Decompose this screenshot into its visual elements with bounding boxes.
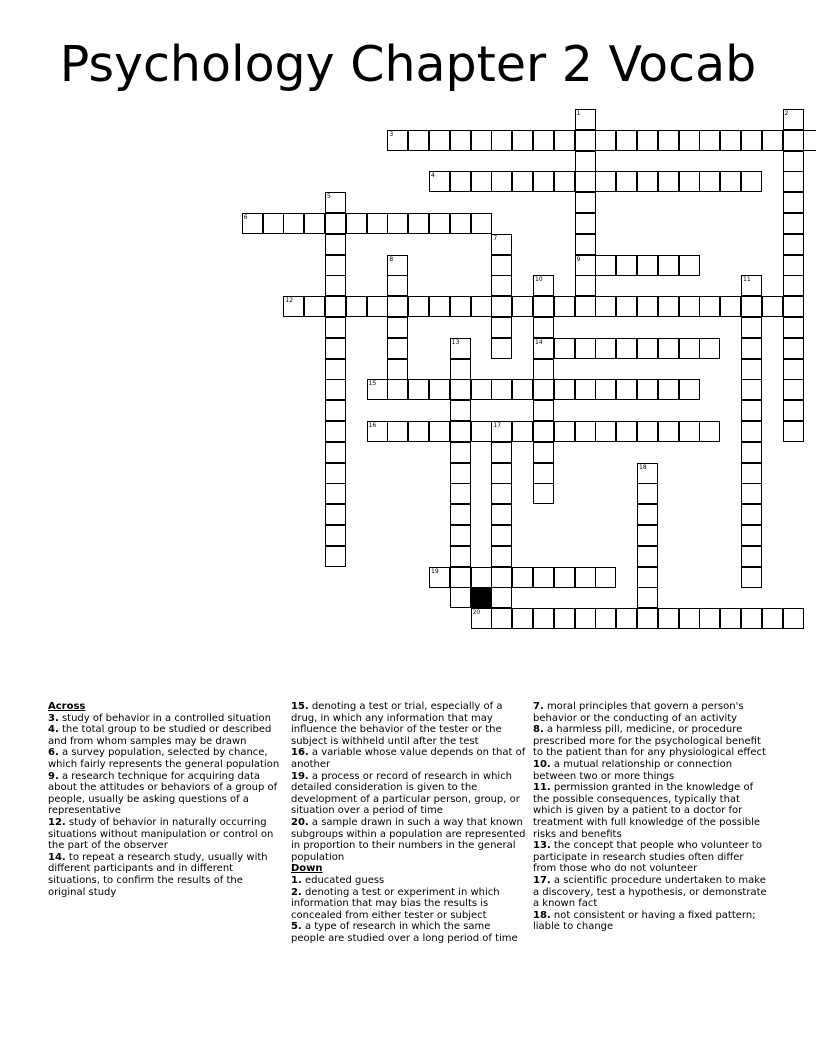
crossword-cell[interactable] <box>595 296 616 317</box>
crossword-cell[interactable] <box>533 608 554 629</box>
clue-across-9: 9. a research technique for acquiring data about the attitudes or behaviors of a group of people, usually be asking questions of a representative <box>48 770 278 817</box>
clue-down-17: 17. a scientific procedure undertaken to make a discovery, test a hypothesis, or demonstrate a known fact <box>533 874 767 910</box>
crossword-cell[interactable] <box>637 608 658 629</box>
crossword-cell[interactable] <box>783 171 804 192</box>
crossword-cell[interactable] <box>637 525 658 546</box>
crossword-cell[interactable] <box>408 379 429 400</box>
clue-number: 13 <box>451 338 460 346</box>
clue-number: 5 <box>327 193 331 201</box>
clue-number: 2 <box>784 110 789 117</box>
crossword-cell[interactable] <box>783 234 804 255</box>
clue-across-6: 6. a survey population, selected by chance, which fairly represents the general population <box>48 747 280 770</box>
crossword-cell[interactable] <box>450 587 471 608</box>
clue-down-1: 1. educated guess <box>291 874 385 886</box>
crossword-cell[interactable] <box>803 130 816 151</box>
crossword-cell[interactable] <box>741 546 762 567</box>
crossword-cell[interactable] <box>741 296 762 317</box>
crossword-cell[interactable] <box>533 296 554 317</box>
crossword-cell[interactable] <box>783 400 804 421</box>
crossword-cell[interactable] <box>429 379 450 400</box>
clue-down-5: 5. a type of research in which the same people are studied over a long period of time <box>291 921 518 944</box>
clue-number: 1 <box>576 110 581 117</box>
crossword-cell[interactable] <box>387 130 408 151</box>
crossword-cell[interactable] <box>658 296 679 317</box>
crossword-cell[interactable] <box>616 379 637 400</box>
crossword-cell[interactable] <box>325 525 346 546</box>
crossword-cell[interactable] <box>471 608 492 629</box>
crossword-cell[interactable] <box>491 338 512 359</box>
crossword-cell[interactable] <box>471 130 492 151</box>
crossword-cell[interactable] <box>575 338 596 359</box>
crossword-cell[interactable] <box>637 296 658 317</box>
crossword-cell[interactable] <box>679 379 700 400</box>
crossword-cell[interactable] <box>637 504 658 525</box>
crossword-cell[interactable] <box>325 234 346 255</box>
clue-down-13: 13. the concept that people who volunteer to participate in research studies often differ from those who do not volunteer <box>533 840 762 875</box>
crossword-cell[interactable] <box>387 275 408 296</box>
crossword-cell[interactable] <box>367 296 388 317</box>
crossword-cell[interactable] <box>658 130 679 151</box>
crossword-cell[interactable] <box>699 171 720 192</box>
page-title: Psychology Chapter 2 Vocab <box>59 36 757 93</box>
crossword-cell[interactable] <box>387 359 408 380</box>
clue-down-10: 10. a mutual relationship or connection between two or more things <box>533 758 733 782</box>
crossword-cell[interactable] <box>429 296 450 317</box>
crossword-cell[interactable] <box>471 379 492 400</box>
crossword-cell[interactable] <box>450 338 471 359</box>
clue-across-3: 3. study of behavior in a controlled situation <box>48 712 271 724</box>
crossword-cell[interactable] <box>429 171 450 192</box>
clue-down-18: 18. not consistent or having a fixed pattern; liable to change <box>533 909 756 933</box>
crossword-cell[interactable] <box>637 130 658 151</box>
crossword-cell[interactable] <box>699 296 720 317</box>
crossword-cell[interactable] <box>658 255 679 276</box>
crossword-cell[interactable] <box>408 213 429 234</box>
crossword-cell[interactable] <box>762 608 783 629</box>
clue-number: 12 <box>285 297 294 305</box>
crossword-cell[interactable] <box>575 275 596 296</box>
crossword-cell[interactable] <box>450 483 471 504</box>
crossword-cell[interactable] <box>679 421 700 442</box>
clue-number: 3 <box>389 130 394 138</box>
crossword-cell[interactable] <box>720 130 741 151</box>
crossword-cell[interactable] <box>304 296 325 317</box>
crossword-cell[interactable] <box>325 546 346 567</box>
crossword-cell[interactable] <box>325 421 346 442</box>
crossword-cell[interactable] <box>741 421 762 442</box>
crossword-cell[interactable] <box>367 213 388 234</box>
crossword-cell[interactable] <box>533 130 554 151</box>
crossword-cell[interactable] <box>450 525 471 546</box>
crossword-cell[interactable] <box>595 255 616 276</box>
crossword-cell[interactable] <box>699 608 720 629</box>
clue-number: 20 <box>472 609 481 617</box>
crossword-cell[interactable] <box>575 567 596 588</box>
clue-across-15: 15. denoting a test or trial, especially of a drug, in which any information that may influence the behavior of the tester or the subject is withheld until after the test <box>291 701 503 747</box>
crossword-cell[interactable] <box>637 483 658 504</box>
crossword-cell[interactable] <box>575 379 596 400</box>
crossword-cell[interactable] <box>325 317 346 338</box>
crossword-cell[interactable] <box>575 234 596 255</box>
crossword-cell[interactable] <box>741 483 762 504</box>
crossword-cell[interactable] <box>491 255 512 276</box>
crossword-cell[interactable] <box>387 213 408 234</box>
crossword-cell[interactable] <box>679 338 700 359</box>
crossword-cell[interactable] <box>783 151 804 172</box>
crossword-cell[interactable] <box>491 379 512 400</box>
crossword-cell[interactable] <box>533 317 554 338</box>
crossword-cell[interactable] <box>658 421 679 442</box>
crossword-cell[interactable] <box>533 567 554 588</box>
crossword-cell[interactable] <box>367 421 388 442</box>
crossword-cell[interactable] <box>575 421 596 442</box>
crossword-cell[interactable] <box>741 171 762 192</box>
crossword-cell[interactable] <box>491 546 512 567</box>
clue-down-11: 11. permission granted in the knowledge of the possible consequences, typically that which is given by a patient to a doctor for treatment with full knowledge of the possible risks and benefits <box>533 782 761 840</box>
crossword-cell[interactable] <box>346 213 367 234</box>
crossword-cell[interactable] <box>387 296 408 317</box>
crossword-cell[interactable] <box>304 213 325 234</box>
crossword-cell[interactable] <box>554 608 575 629</box>
crossword-cell[interactable] <box>429 213 450 234</box>
crossword-cell[interactable] <box>554 171 575 192</box>
crossword-cell[interactable] <box>387 255 408 276</box>
crossword-cell[interactable] <box>387 379 408 400</box>
crossword-cell[interactable] <box>679 130 700 151</box>
crossword-cell[interactable] <box>595 171 616 192</box>
crossword-cell[interactable] <box>741 504 762 525</box>
crossword-cell[interactable] <box>783 275 804 296</box>
crossword-cell[interactable] <box>533 483 554 504</box>
crossword-cell[interactable] <box>429 130 450 151</box>
clue-column-2 <box>291 701 526 944</box>
crossword-cell[interactable] <box>533 359 554 380</box>
clue-number: 7 <box>493 234 498 242</box>
crossword-cell[interactable] <box>783 379 804 400</box>
crossword-cell[interactable] <box>637 587 658 608</box>
crossword-cell[interactable] <box>450 130 471 151</box>
crossword-cell[interactable] <box>554 338 575 359</box>
crossword-cell[interactable] <box>450 504 471 525</box>
crossword-cell[interactable] <box>512 379 533 400</box>
crossword-cell[interactable] <box>263 213 284 234</box>
down-header: Down <box>291 863 323 875</box>
crossword-cell[interactable] <box>741 442 762 463</box>
crossword-cell[interactable] <box>325 442 346 463</box>
crossword-cell[interactable] <box>512 608 533 629</box>
crossword-cell[interactable] <box>658 608 679 629</box>
crossword-cell[interactable] <box>491 567 512 588</box>
crossword-cell[interactable] <box>408 130 429 151</box>
crossword-cell[interactable] <box>595 338 616 359</box>
crossword-cell[interactable] <box>699 130 720 151</box>
crossword-cell[interactable] <box>471 171 492 192</box>
crossword-cell[interactable] <box>741 379 762 400</box>
crossword-cell[interactable] <box>450 567 471 588</box>
crossword-cell[interactable] <box>491 442 512 463</box>
crossword-cell[interactable] <box>408 421 429 442</box>
crossword-cell[interactable] <box>741 275 762 296</box>
crossword-cell[interactable] <box>637 171 658 192</box>
clue-number: 14 <box>535 338 543 346</box>
crossword-cell[interactable] <box>783 192 804 213</box>
clue-number: 10 <box>535 276 543 284</box>
crossword-cell[interactable] <box>533 275 554 296</box>
clue-across-12: 12. study of behavior in naturally occurring situations without manipulation or control on the part of the observer <box>48 816 274 852</box>
crossword-cell[interactable] <box>429 421 450 442</box>
crossword-cell[interactable] <box>512 567 533 588</box>
crossword-cell[interactable] <box>325 463 346 484</box>
crossword-cell[interactable] <box>346 296 367 317</box>
crossword-cell[interactable] <box>637 546 658 567</box>
crossword-cell[interactable] <box>699 421 720 442</box>
clue-number: 19 <box>431 567 439 575</box>
crossword-cell[interactable] <box>491 275 512 296</box>
crossword-cell[interactable] <box>616 608 637 629</box>
crossword-cell[interactable] <box>450 171 471 192</box>
crossword-cell[interactable] <box>512 421 533 442</box>
clue-number: 15 <box>368 380 377 388</box>
crossword-cell[interactable] <box>450 463 471 484</box>
crossword-cell[interactable] <box>471 213 492 234</box>
crossword-cell[interactable] <box>637 463 658 484</box>
crossword-cell[interactable] <box>575 151 596 172</box>
crossword-cell[interactable] <box>387 421 408 442</box>
crossword-cell[interactable] <box>783 608 804 629</box>
crossword-cell[interactable] <box>450 359 471 380</box>
crossword-cell[interactable] <box>242 213 263 234</box>
crossword-cell[interactable] <box>741 317 762 338</box>
crossword-cell[interactable] <box>658 338 679 359</box>
crossword-cell[interactable] <box>283 296 304 317</box>
crossword-cell[interactable] <box>575 192 596 213</box>
crossword-cell[interactable] <box>491 130 512 151</box>
clue-across-4: 4. the total group to be studied or described and from whom samples may be drawn <box>48 724 272 747</box>
crossword-cell[interactable] <box>741 608 762 629</box>
crossword-cell[interactable] <box>741 400 762 421</box>
crossword-cell[interactable] <box>512 130 533 151</box>
crossword-cell[interactable] <box>491 421 512 442</box>
crossword-cell[interactable] <box>720 171 741 192</box>
crossword-cell[interactable] <box>554 567 575 588</box>
crossword-cell[interactable] <box>595 608 616 629</box>
crossword-cell[interactable] <box>741 338 762 359</box>
crossword-cell[interactable] <box>450 421 471 442</box>
crossword-cell[interactable] <box>575 213 596 234</box>
crossword-cell[interactable] <box>575 130 596 151</box>
crossword-cell[interactable] <box>679 255 700 276</box>
crossword-cell[interactable] <box>762 130 783 151</box>
crossword-cell[interactable] <box>533 171 554 192</box>
crossword-cell[interactable] <box>491 504 512 525</box>
crossword-cell[interactable] <box>325 275 346 296</box>
crossword-cell[interactable] <box>699 338 720 359</box>
clue-column-1 <box>48 701 283 898</box>
crossword-cell[interactable] <box>283 213 304 234</box>
crossword-cell[interactable] <box>512 296 533 317</box>
crossword-cell[interactable] <box>679 296 700 317</box>
crossword-cell[interactable] <box>637 338 658 359</box>
crossword-cell[interactable] <box>450 213 471 234</box>
clue-across-19: 19. a process or record of research in which detailed consideration is given to the development of a particular person, group, or situation over a period of time <box>291 770 520 817</box>
crossword-cell[interactable] <box>533 379 554 400</box>
crossword-cell[interactable] <box>491 171 512 192</box>
crossword-cell[interactable] <box>491 463 512 484</box>
clue-down-7: 7. moral principles that govern a person's behavior or the conducting of an activity <box>533 701 744 724</box>
crossword-cell[interactable] <box>325 192 346 213</box>
clue-number: 9 <box>576 255 581 263</box>
crossword-cell[interactable] <box>575 296 596 317</box>
crossword-cell[interactable] <box>491 587 512 608</box>
clue-column-3 <box>533 701 769 933</box>
crossword-cell[interactable] <box>533 442 554 463</box>
crossword-cell[interactable] <box>554 130 575 151</box>
crossword-cell[interactable] <box>720 608 741 629</box>
crossword-cell[interactable] <box>637 567 658 588</box>
crossword-cell[interactable] <box>741 359 762 380</box>
crossword-cell[interactable] <box>491 234 512 255</box>
clue-down-2: 2. denoting a test or experiment in which information that may bias the results is concealed from either tester or subject <box>291 886 500 921</box>
across-header: Across <box>48 701 86 712</box>
crossword-cell[interactable] <box>616 296 637 317</box>
clue-number: 11 <box>743 276 751 284</box>
crossword-cell[interactable] <box>450 442 471 463</box>
crossword-cell[interactable] <box>616 171 637 192</box>
crossword-cell[interactable] <box>783 359 804 380</box>
crossword-cell[interactable] <box>658 171 679 192</box>
crossword-cell[interactable] <box>450 400 471 421</box>
crossword-cell[interactable] <box>491 296 512 317</box>
clue-across-14: 14. to repeat a research study, usually with different participants and in different situations, to confirm the results of the original study <box>48 851 268 898</box>
crossword-cell[interactable] <box>741 525 762 546</box>
clue-number: 16 <box>368 422 377 429</box>
crossword-cell[interactable] <box>387 317 408 338</box>
crossword-cell[interactable] <box>554 296 575 317</box>
crossword-cell[interactable] <box>783 317 804 338</box>
crossword-cell[interactable] <box>783 421 804 442</box>
clue-across-16: 16. a variable whose value depends on that of another <box>291 747 526 770</box>
crossword-cell[interactable] <box>616 130 637 151</box>
clue-number: 8 <box>389 255 394 263</box>
crossword-cell[interactable] <box>325 213 346 234</box>
crossword-cell[interactable] <box>325 400 346 421</box>
crossword-cell[interactable] <box>720 296 741 317</box>
crossword-cell[interactable] <box>637 421 658 442</box>
crossword-cell[interactable] <box>741 567 762 588</box>
crossword-cell[interactable] <box>679 171 700 192</box>
crossword-cell[interactable] <box>575 255 596 276</box>
crossword-cell[interactable] <box>471 567 492 588</box>
crossword-cell[interactable] <box>554 421 575 442</box>
crossword-cell[interactable] <box>450 546 471 567</box>
crossword-cell[interactable] <box>783 130 804 151</box>
crossword-cell[interactable] <box>325 255 346 276</box>
crossword-cell[interactable] <box>512 171 533 192</box>
crossword-cell[interactable] <box>387 338 408 359</box>
crossword-cell[interactable] <box>450 296 471 317</box>
clue-number: 18 <box>639 463 647 471</box>
crossword-cell[interactable] <box>637 379 658 400</box>
crossword-black-cell <box>471 587 492 608</box>
crossword-cell[interactable] <box>616 421 637 442</box>
crossword-cell[interactable] <box>533 338 554 359</box>
crossword-cell[interactable] <box>783 255 804 276</box>
crossword-cell[interactable] <box>595 421 616 442</box>
crossword-cell[interactable] <box>533 463 554 484</box>
crossword-cell[interactable] <box>533 400 554 421</box>
clue-number: 17 <box>493 422 502 429</box>
crossword-cell[interactable] <box>554 379 575 400</box>
crossword-cell[interactable] <box>595 379 616 400</box>
crossword-cell[interactable] <box>575 608 596 629</box>
crossword-cell[interactable] <box>616 255 637 276</box>
crossword-cell[interactable] <box>429 567 450 588</box>
crossword-cell[interactable] <box>325 504 346 525</box>
crossword-cell[interactable] <box>783 338 804 359</box>
crossword-cell[interactable] <box>575 171 596 192</box>
crossword-cell[interactable] <box>408 296 429 317</box>
crossword-cell[interactable] <box>575 109 596 130</box>
crossword-cell[interactable] <box>325 379 346 400</box>
clue-number: 4 <box>431 172 435 180</box>
crossword-cell[interactable] <box>367 379 388 400</box>
crossword-cell[interactable] <box>325 296 346 317</box>
crossword-cell[interactable] <box>491 317 512 338</box>
crossword-cell[interactable] <box>491 483 512 504</box>
crossword-cell[interactable] <box>325 483 346 504</box>
crossword-cell[interactable] <box>491 608 512 629</box>
crossword-cell[interactable] <box>741 463 762 484</box>
crossword-cell[interactable] <box>533 421 554 442</box>
crossword-cell[interactable] <box>783 109 804 130</box>
crossword-cell[interactable] <box>471 421 492 442</box>
crossword-cell[interactable] <box>679 608 700 629</box>
crossword-cell[interactable] <box>595 567 616 588</box>
crossword-cell[interactable] <box>616 338 637 359</box>
crossword-cell[interactable] <box>783 296 804 317</box>
crossword-cell[interactable] <box>595 130 616 151</box>
clue-down-8: 8. a harmless pill, medicine, or procedure prescribed more for the psychological benefit to the patient than for any physiological effect <box>533 724 766 759</box>
crossword-cell[interactable] <box>658 379 679 400</box>
crossword-cell[interactable] <box>325 338 346 359</box>
crossword-cell[interactable] <box>491 525 512 546</box>
crossword-cell[interactable] <box>783 213 804 234</box>
crossword-cell[interactable] <box>741 130 762 151</box>
crossword-cell[interactable] <box>471 296 492 317</box>
crossword-cell[interactable] <box>325 359 346 380</box>
crossword-cell[interactable] <box>450 379 471 400</box>
crossword-cell[interactable] <box>762 296 783 317</box>
clue-across-20: 20. a sample drawn in such a way that known subgroups within a population are represented in proportion to their numbers in the general population <box>291 816 526 863</box>
crossword-cell[interactable] <box>637 255 658 276</box>
clue-number: 6 <box>243 214 248 221</box>
